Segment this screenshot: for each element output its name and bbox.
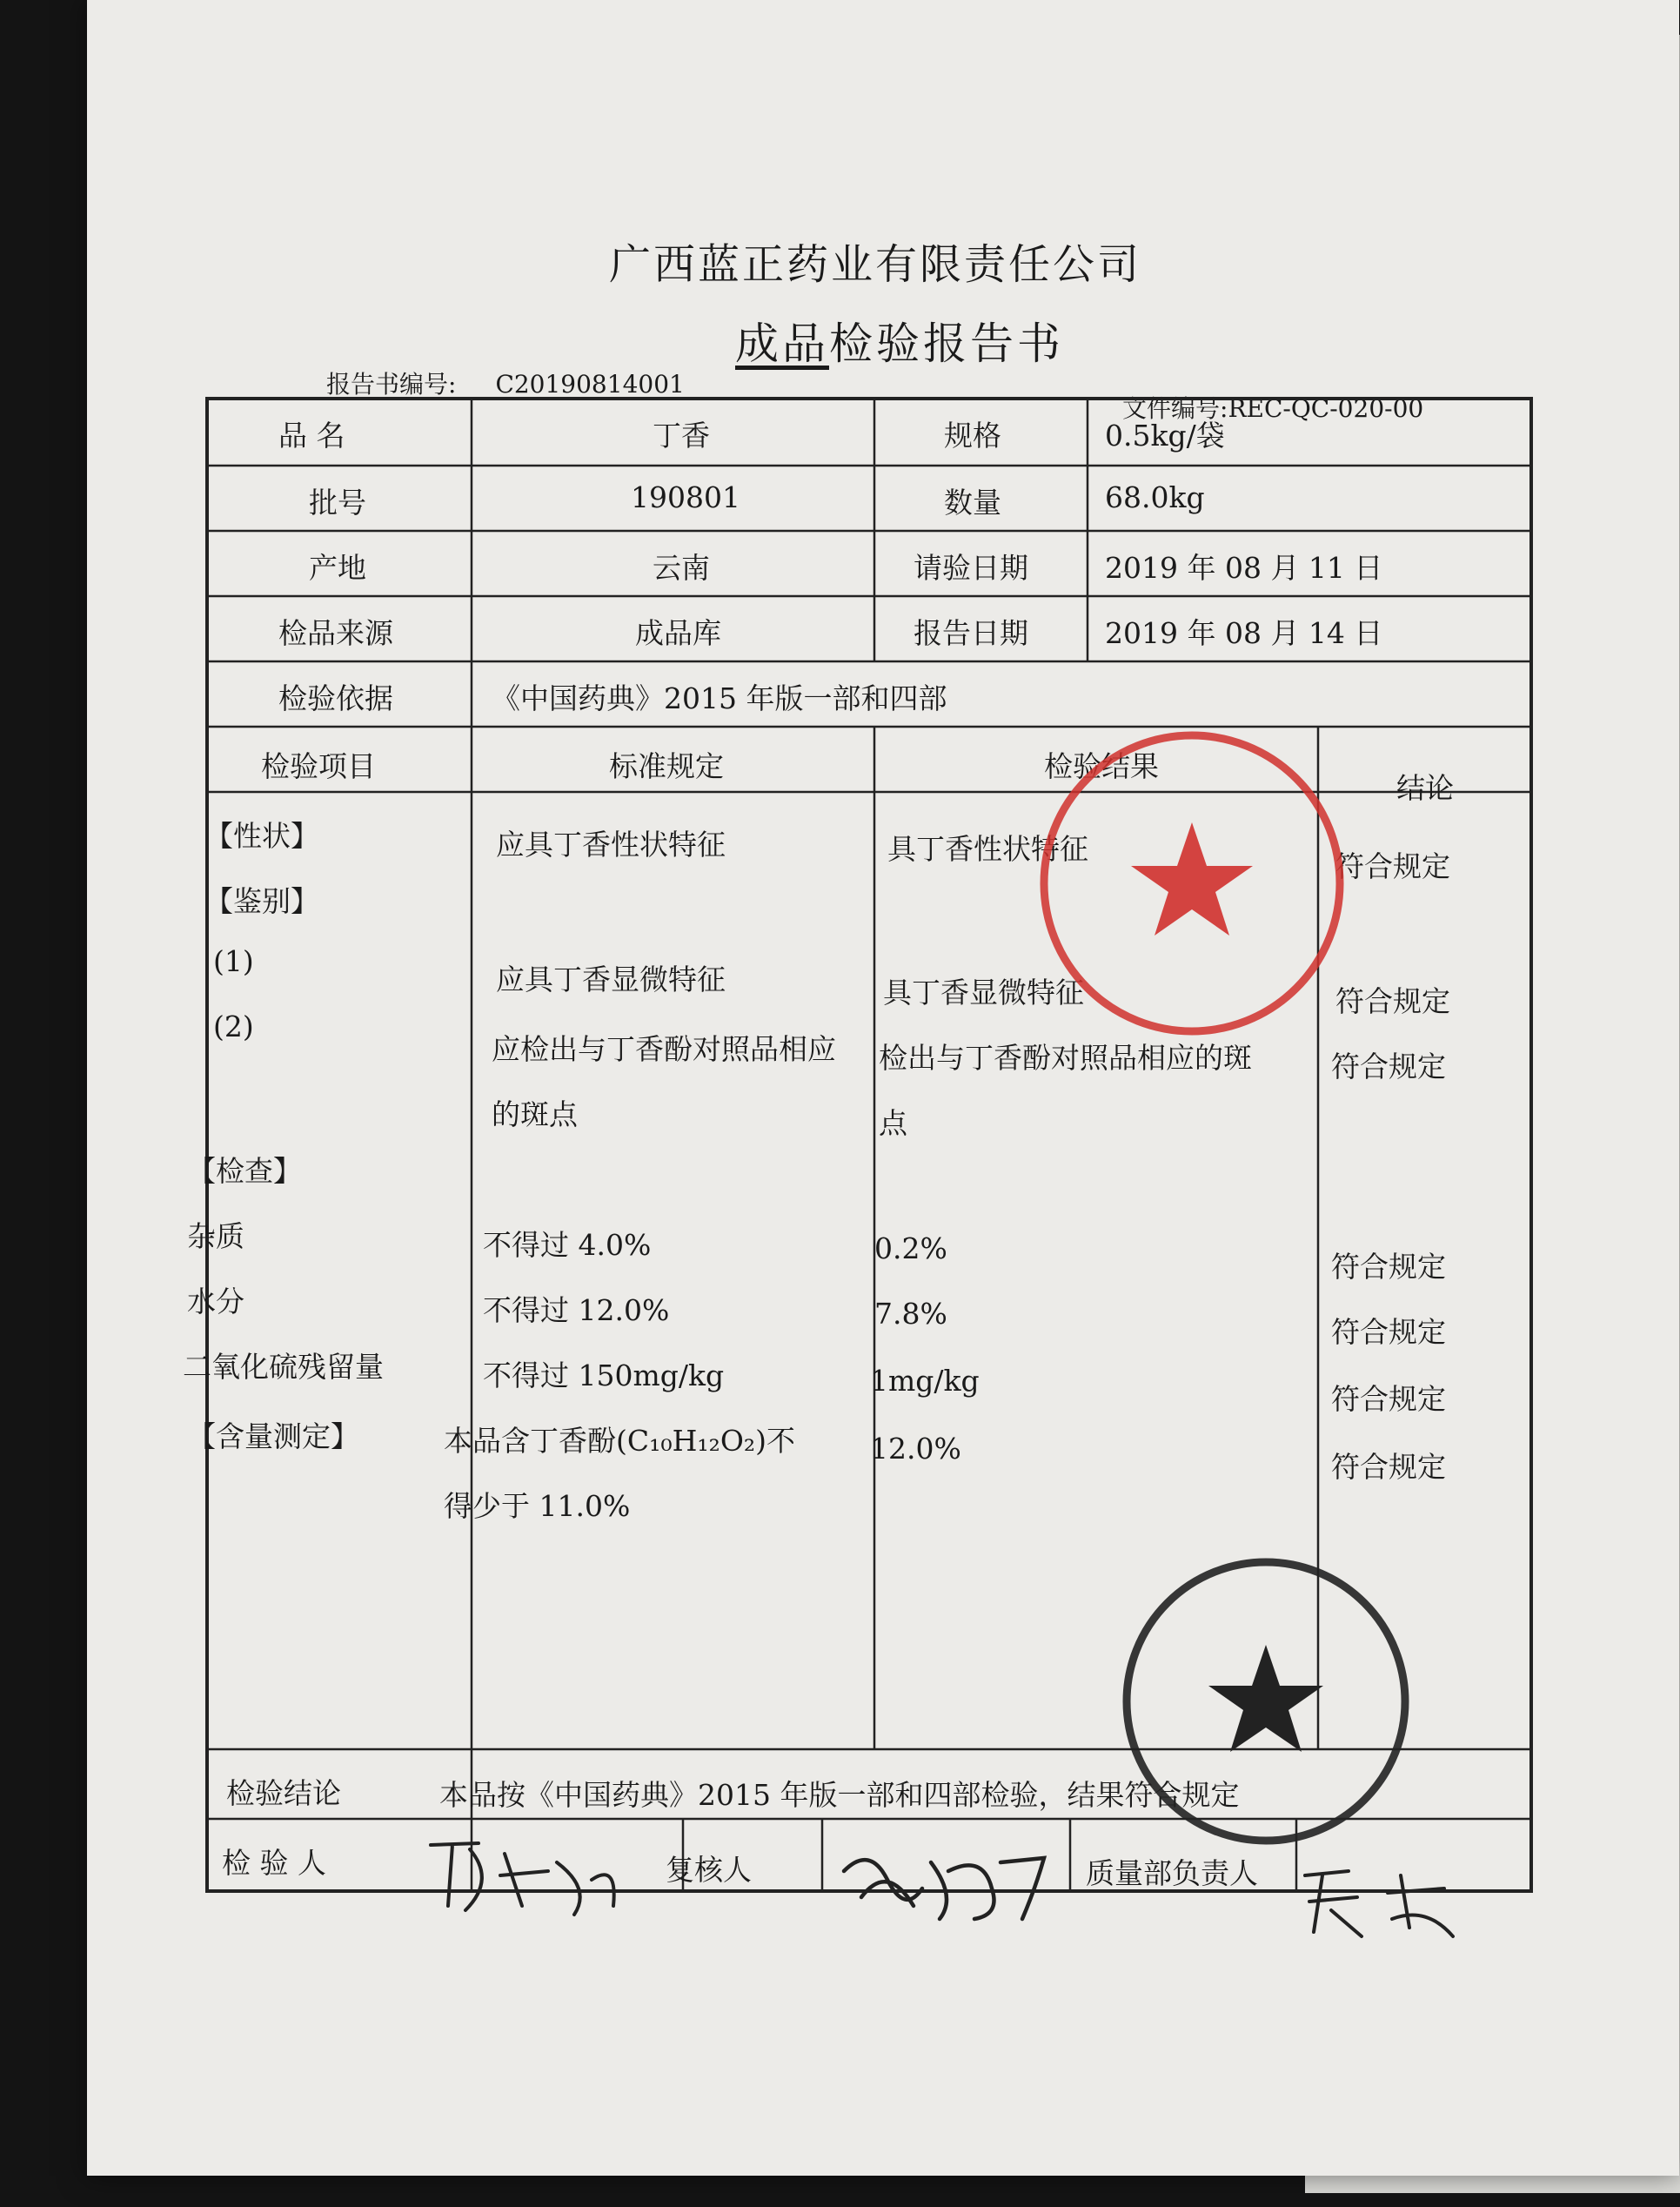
label-batch: 批号 [309, 486, 366, 520]
row-result: 12.0% [870, 1432, 961, 1466]
row-item: 【含量测定】 [187, 1419, 359, 1453]
file-number-label: 文件编号: [1122, 394, 1228, 423]
inspector-signature [418, 1828, 626, 1923]
row-conclusion: 符合规定 [1331, 1315, 1446, 1349]
black-seal-stamp [1109, 1545, 1422, 1858]
document-title [735, 309, 1064, 372]
row-standard: 的斑点 [492, 1097, 578, 1131]
row-item: 【鉴别】 [204, 884, 319, 918]
red-seal-stamp [1027, 718, 1357, 1049]
row-item: 二氧化硫残留量 [183, 1350, 384, 1384]
label-inspector: 检 验 人 [222, 1846, 326, 1880]
row-result: 具丁香性状特征 [887, 832, 1088, 866]
row-result: 0.2% [874, 1231, 947, 1265]
report-number-value: C20190814001 [495, 370, 685, 399]
report-number [326, 366, 685, 400]
row-conclusion: 符合规定 [1331, 1250, 1446, 1284]
row-conclusion: 符合规定 [1335, 984, 1450, 1018]
row-conclusion: 符合规定 [1331, 1450, 1446, 1484]
row-item: (1) [213, 944, 254, 978]
col-header-result: 检验结果 [1044, 749, 1159, 783]
title-rest: 检验报告书 [829, 319, 1064, 369]
reviewer-signature [835, 1836, 1053, 1932]
row-item: (2) [213, 1010, 254, 1043]
row-result: 具丁香显微特征 [883, 976, 1084, 1010]
value-report-date: 2019 年 08 月 14 日 [1105, 616, 1383, 650]
label-origin: 产地 [309, 551, 366, 585]
label-qty: 数量 [944, 486, 1001, 520]
row-conclusion: 符合规定 [1335, 849, 1450, 883]
row-conclusion: 符合规定 [1331, 1382, 1446, 1416]
value-origin: 云南 [653, 551, 710, 585]
row-item: 水分 [187, 1285, 244, 1318]
col-header-conclusion: 结论 [1396, 771, 1454, 805]
row-result: 检出与丁香酚对照品相应的斑 [879, 1041, 1252, 1075]
value-spec: 0.5kg/袋 [1105, 419, 1225, 453]
report-number-label: 报告书编号: [326, 370, 457, 399]
company-name: 广西蓝正药业有限责任公司 [609, 240, 1142, 289]
value-basis: 《中国药典》2015 年版一部和四部 [492, 681, 947, 715]
qa-signature [1296, 1858, 1470, 1945]
row-standard: 应具丁香性状特征 [496, 828, 726, 862]
row-standard: 应具丁香显微特征 [496, 963, 726, 996]
row-standard: 不得过 4.0% [483, 1228, 652, 1262]
row-result: 7.8% [874, 1297, 947, 1331]
row-standard: 不得过 150mg/kg [483, 1358, 725, 1392]
col-header-item: 检验项目 [261, 749, 376, 783]
value-conclusion: 本品按《中国药典》2015 年版一部和四部检验，结果符合规定 [439, 1778, 1240, 1812]
label-reviewer: 复核人 [666, 1853, 752, 1887]
row-standard: 不得过 12.0% [483, 1293, 670, 1327]
label-product: 品 名 [278, 419, 345, 453]
label-report-date: 报告日期 [914, 616, 1028, 650]
label-request-date: 请验日期 [914, 551, 1028, 585]
value-source: 成品库 [635, 616, 721, 650]
row-item: 【性状】 [204, 819, 319, 853]
value-product: 丁香 [653, 419, 710, 453]
row-result: 1mg/kg [870, 1364, 980, 1398]
label-source: 检品来源 [278, 616, 393, 650]
label-conclusion: 检验结论 [226, 1776, 341, 1810]
value-request-date: 2019 年 08 月 11 日 [1105, 551, 1383, 585]
title-underlined: 成品 [735, 319, 829, 369]
row-result: 点 [879, 1106, 907, 1140]
row-standard: 应检出与丁香酚对照品相应 [492, 1032, 836, 1066]
col-header-standard: 标准规定 [609, 749, 724, 783]
row-standard: 得少于 11.0% [444, 1489, 631, 1523]
file-number-value: REC-QC-020-00 [1228, 394, 1424, 423]
label-spec: 规格 [944, 419, 1001, 453]
label-basis: 检验依据 [278, 681, 393, 715]
row-item: 杂质 [187, 1219, 244, 1253]
row-item: 【检查】 [187, 1154, 302, 1188]
row-standard: 本品含丁香酚(C₁₀H₁₂O₂)不 [444, 1424, 795, 1458]
value-qty: 68.0kg [1105, 480, 1205, 514]
row-conclusion: 符合规定 [1331, 1050, 1446, 1083]
value-batch: 190801 [631, 480, 740, 514]
label-qa: 质量部负责人 [1086, 1856, 1258, 1890]
